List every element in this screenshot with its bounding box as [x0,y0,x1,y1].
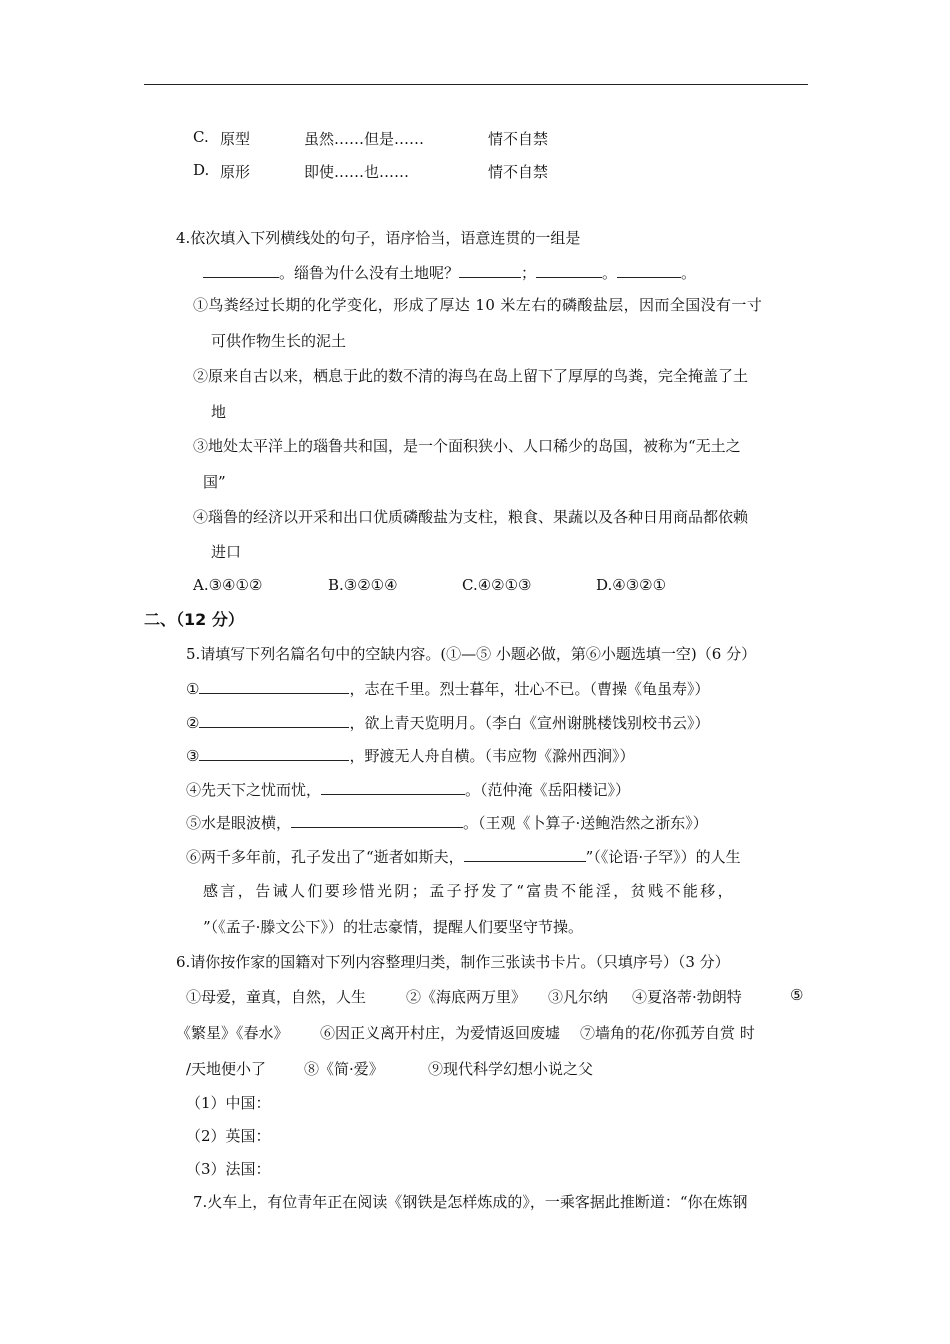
q5-blank-3[interactable] [199,745,349,761]
option-c-conj: 虽然……但是…… [304,130,425,148]
q6-item-1: ①母爱，童真，自然，人生 [186,988,367,1006]
q4-sentence-2b: 地 [211,403,227,421]
q4-sentence-1a: ①鸟粪经过长期的化学变化，形成了厚达 10 米左右的磷酸盐层，因而全国没有一寸 [193,296,763,314]
q6-item-6: ⑥因正义离开村庄，为爱情返回废墟 [320,1024,561,1042]
q5-blank-6[interactable] [464,846,586,862]
q5-line-6-pre: ⑥两千多年前，孔子发出了“逝者如斯夫， [186,848,464,866]
q5-line-6 [186,846,741,867]
q4-blank-3[interactable] [536,262,602,278]
q6-card-china[interactable]: （1）中国： [186,1094,271,1112]
q4-stem: 4.依次填入下列横线处的句子，语序恰当，语意连贯的一组是 [176,229,581,247]
q6-card-uk[interactable]: （2）英国： [186,1127,271,1145]
option-c-word: 原型 [220,130,251,148]
q4-sep2: 。 [602,264,618,282]
q4-sentence-3a: ③地处太平洋上的瑙鲁共和国，是一个面积狭小、人口稀少的岛国，被称为“无土之 [193,437,741,455]
q5-line-4-pre: ④先天下之忧而忧， [186,781,322,799]
q5-line-3 [186,745,634,766]
q4-fill-mid: 。缁鲁为什么没有土地呢？ [279,264,460,282]
q4-sentence-3b: 国” [203,473,226,491]
q5-stem: 5.请填写下列名篇名句中的空缺内容。(①—⑤ 小题必做，第⑥小题选填一空)（6 分） [186,645,757,663]
q6-card-france[interactable]: （3）法国： [186,1160,271,1178]
q4-choice-b[interactable]: B.③②①④ [328,576,398,594]
q5-blank-4[interactable] [321,779,465,795]
q6-item-7: ⑦墙角的花/你孤芳自赏 时 [580,1024,755,1042]
q5-line-6b: 感言，告诫人们要珍惜光阴；孟子抒发了“富贵不能淫，贫贱不能移， [203,882,736,900]
q5-line-6-post: ”（《论语·子罕》）的人生 [585,848,741,866]
section-2-heading: 二、（12 分） [144,610,244,629]
option-d-letter: D. [193,161,210,179]
q4-blank-2[interactable] [459,262,521,278]
q6-item-8: ⑧《简·爱》 [304,1060,384,1078]
q4-choice-c[interactable]: C.④②①③ [462,576,532,594]
q6-item-9: ⑨现代科学幻想小说之父 [428,1060,594,1078]
q5-line-2 [186,712,709,733]
q5-line-1-post: ，志在千里。烈士暮年，壮心不已。（曹操《龟虽寿》） [349,680,710,698]
q5-blank-1[interactable] [199,678,349,694]
q5-line-4-post: 。（范仲淹《岳阳楼记》） [465,781,631,799]
q4-fill-line [203,262,696,283]
q6-stem: 6.请你按作家的国籍对下列内容整理归类，制作三张读书卡片。（只填序号）（3 分） [176,953,730,971]
q4-sentence-4a: ④瑙鲁的经济以开采和出口优质磷酸盐为支柱，粮食、果蔬以及各种日用商品都依赖 [193,508,749,526]
q4-blank-1[interactable] [203,262,279,278]
q5-blank-2[interactable] [199,712,349,728]
q5-line-2-post: ，欲上青天览明月。（李白《宣州谢朓楼饯别校书云》） [349,714,710,732]
q4-sentence-2a: ②原来自古以来，栖息于此的数不清的海鸟在岛上留下了厚厚的鸟粪，完全掩盖了土 [193,367,749,385]
q4-choice-a[interactable]: A.③④①② [193,576,263,594]
q5-line-2-pre: ② [186,714,200,732]
q5-line-5-post: 。（王观《卜算子·送鲍浩然之浙东》） [463,814,708,832]
q5-line-3-pre: ③ [186,747,200,765]
q6-item-5: 《繁星》《春水》 [176,1024,289,1042]
option-c-idiom: 情不自禁 [488,130,549,148]
q6-item-4: ④夏洛蒂·勃朗特 [632,988,742,1006]
q5-line-5-pre: ⑤水是眼波横， [186,814,292,832]
option-d-conj: 即使……也…… [304,163,410,181]
q6-item-7-cont: /天地便小了 [186,1060,267,1078]
q4-blank-4[interactable] [617,262,681,278]
q4-sentence-1b: 可供作物生长的泥土 [211,332,347,350]
q5-line-1 [186,678,709,699]
q5-line-5 [186,812,708,833]
q4-sep1: ； [521,264,537,282]
q4-sentence-4b: 进口 [211,543,242,561]
q7-stem: 7.火车上，有位青年正在阅读《钢铁是怎样炼成的》，一乘客据此推断道：“你在炼钢 [193,1193,748,1211]
q5-line-4 [186,779,630,800]
option-d-idiom: 情不自禁 [488,163,549,181]
q5-blank-5[interactable] [291,812,463,828]
q4-choice-d[interactable]: D.④③②① [596,576,667,594]
q5-line-1-pre: ① [186,680,200,698]
q6-item-5-num: ⑤ [790,986,804,1004]
option-d-word: 原形 [220,163,251,181]
q4-end: 。 [681,264,697,282]
q5-line-6c: ”（《孟子·滕文公下》）的壮志豪情，提醒人们要坚守节操。 [203,918,583,936]
q5-line-3-post: ，野渡无人舟自横。（韦应物《滁州西涧》） [349,747,635,765]
q6-item-2: ②《海底两万里》 [406,988,527,1006]
header-rule [144,84,808,85]
option-c-letter: C. [193,128,209,146]
q6-item-3: ③凡尔纳 [548,988,609,1006]
